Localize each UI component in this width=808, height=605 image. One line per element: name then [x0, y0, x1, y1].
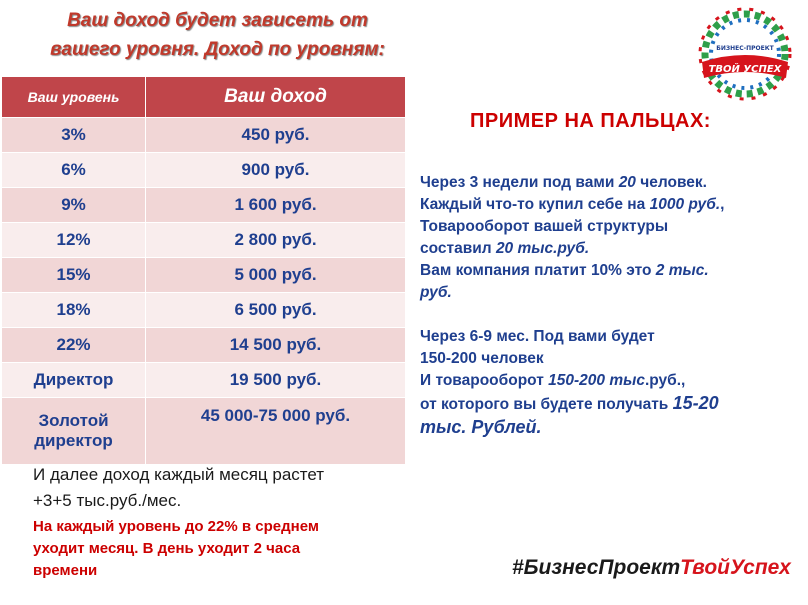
level-cell: 15% — [2, 258, 146, 293]
income-cell: 1 600 руб. — [146, 188, 406, 223]
example-line — [420, 392, 790, 416]
time-note — [33, 516, 413, 582]
table-row — [2, 118, 406, 153]
income-cell: 900 руб. — [146, 153, 406, 188]
growth-text — [33, 462, 413, 514]
title-line-2: вашего уровня. Доход по уровням: — [50, 39, 385, 60]
example-line — [420, 260, 790, 282]
page-title — [20, 6, 415, 64]
title-line-1: Ваш доход будет зависеть от — [67, 10, 368, 31]
text-em-big: 15-20 — [672, 393, 719, 413]
income-cell: 6 500 руб. — [146, 293, 406, 328]
text-em: 20 — [618, 174, 636, 191]
hashtag-part-1: #БизнесПроект — [512, 556, 681, 579]
header-income: Ваш доход — [146, 77, 406, 118]
paragraph-gap — [420, 304, 790, 326]
income-table — [1, 76, 406, 465]
income-cell: 19 500 руб. — [146, 363, 406, 398]
income-cell: 45 000-75 000 руб. — [146, 398, 406, 465]
time-note-line-2: уходит месяц. В день уходит 2 часа — [33, 540, 301, 557]
level-cell: 9% — [2, 188, 146, 223]
text-em: 20 тыс.руб. — [495, 240, 590, 257]
table-row — [2, 223, 406, 258]
text-span: И товарооборот — [420, 372, 549, 389]
example-line — [420, 194, 790, 216]
example-line: Через 6-9 мес. Под вами будет — [420, 328, 655, 345]
hashtag — [512, 556, 791, 580]
example-title: ПРИМЕР НА ПАЛЬЦАХ: — [470, 110, 711, 132]
income-cell: 14 500 руб. — [146, 328, 406, 363]
level-cell: 6% — [2, 153, 146, 188]
income-cell: 2 800 руб. — [146, 223, 406, 258]
income-cell: 450 руб. — [146, 118, 406, 153]
example-line — [420, 172, 790, 194]
table-row — [2, 398, 406, 465]
text-em: 2 тыс. — [655, 262, 709, 279]
table-row — [2, 363, 406, 398]
text-em: 150-200 тыс — [548, 372, 645, 389]
text-span: . — [536, 417, 542, 437]
income-cell: 5 000 руб. — [146, 258, 406, 293]
text-span: Через 3 недели под вами — [420, 174, 619, 191]
example-line — [420, 416, 790, 440]
level-line-2: директор — [34, 431, 113, 450]
table-row — [2, 328, 406, 363]
growth-line-1: И далее доход каждый месяц растет — [33, 465, 325, 484]
level-cell: 22% — [2, 328, 146, 363]
text-em: 1000 руб. — [649, 196, 721, 213]
example-line — [420, 370, 790, 392]
text-span: от которого вы будете получать — [420, 396, 673, 413]
growth-notes — [33, 462, 413, 582]
table-row — [2, 153, 406, 188]
logo-main-text: ТВОЙ УСПЕХ — [708, 64, 782, 75]
text-span: человек. — [635, 174, 707, 191]
header-level: Ваш уровень — [2, 77, 146, 118]
people-ring-icon — [700, 9, 790, 99]
example-text — [420, 172, 790, 440]
time-note-line-1: На каждый уровень до 22% в среднем — [33, 518, 319, 535]
level-cell: 3% — [2, 118, 146, 153]
text-span: , — [720, 196, 725, 213]
table-row — [2, 293, 406, 328]
example-line — [420, 238, 790, 260]
level-cell: Директор — [2, 363, 146, 398]
text-span: .руб., — [644, 372, 686, 389]
example-line — [420, 282, 790, 304]
example-line: Товарооборот вашей структуры — [420, 218, 669, 235]
growth-line-2: +3+5 тыс.руб./мес. — [33, 491, 182, 510]
text-span: составил — [420, 240, 496, 257]
text-span: Каждый что-то купил себе на — [420, 196, 650, 213]
logo-top-text: БИЗНЕС-ПРОЕКТ — [716, 45, 774, 52]
level-cell: 12% — [2, 223, 146, 258]
text-em: руб. — [420, 284, 452, 301]
text-em-big: тыс. Рублей — [420, 417, 537, 437]
business-project-logo — [690, 6, 800, 104]
time-note-line-3: времени — [33, 562, 98, 579]
table-header-row — [2, 77, 406, 118]
level-line-1: Золотой — [38, 411, 109, 430]
level-cell: 18% — [2, 293, 146, 328]
hashtag-part-2: ТвойУспех — [680, 556, 791, 579]
level-cell — [2, 398, 146, 465]
table-row — [2, 188, 406, 223]
text-span: Вам компания платит 10% это — [420, 262, 656, 279]
table-row — [2, 258, 406, 293]
example-line: 150-200 человек — [420, 350, 544, 367]
